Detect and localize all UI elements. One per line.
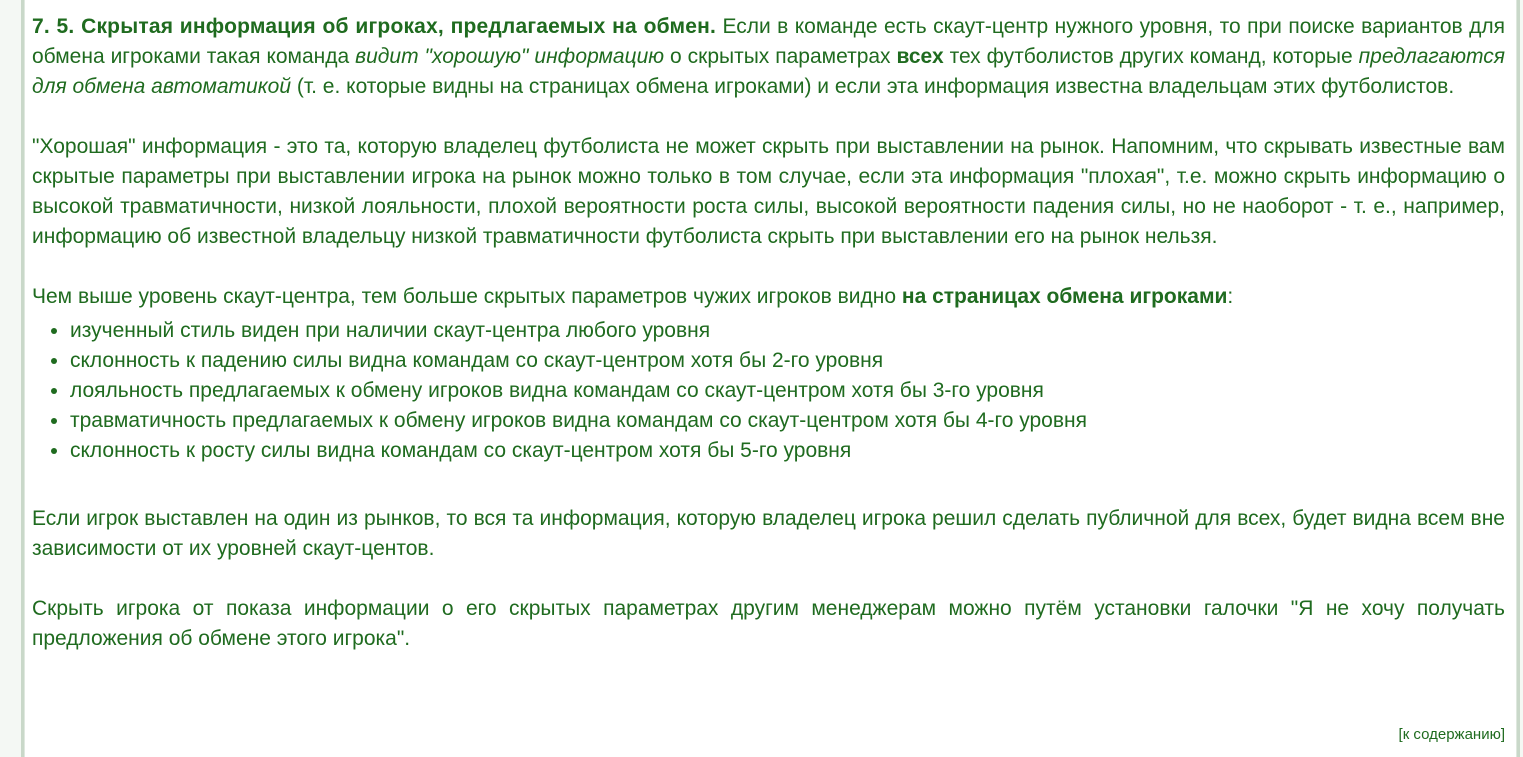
article-section bbox=[32, 12, 1505, 654]
intro-italic-1: видит "хорошую" информацию bbox=[355, 45, 665, 68]
intro-text-b: о скрытых параметрах bbox=[664, 45, 897, 68]
intro-italic-2: предлагаются для обмена автоматикой bbox=[32, 45, 1505, 98]
paragraph-scout-levels bbox=[32, 282, 1505, 312]
paragraph-good-info: "Хорошая" информация - это та, которую владелец футболиста не может скрыть при выставлении на рынок. Напомним, что скрывать известные вам скрытые параметры при выставлении игрока на рынок можно только в том случае, если эта информация "плохая", т.е. можно скрыть информацию о высокой травматичности, низкой лояльности, плохой вероятности роста силы, высокой вероятности падения силы, но не наоборот - т. е., например, информацию об известной владельцу низкой травматичности футболиста скрыть при выставлении его на рынок нельзя. bbox=[32, 135, 1505, 248]
intro-text-d: (т. е. которые видны на страницах обмена игроками) и если эта информация известна владельцам этих футболистов. bbox=[291, 75, 1455, 98]
list-item: • травматичность предлагаемых к обмену игроков видна командам со скаут-центром хотя бы 4-го уровня bbox=[70, 406, 1505, 436]
scout-levels-text: Чем выше уровень скаут-центра, тем больше скрытых параметров чужих игроков видно bbox=[32, 285, 902, 308]
list-item: • склонность к падению силы видна командам со скаут-центром хотя бы 2-го уровня bbox=[70, 346, 1505, 376]
toc-bracket-open: [ bbox=[1398, 726, 1403, 743]
paragraph-intro bbox=[32, 12, 1505, 102]
list-item: • изученный стиль виден при наличии скаут-центра любого уровня bbox=[70, 316, 1505, 346]
scout-levels-list bbox=[32, 316, 1505, 466]
scout-levels-bold: на страницах обмена игроками bbox=[901, 285, 1228, 308]
scout-levels-colon: : bbox=[1227, 285, 1234, 308]
section-heading: 7. 5. Скрытая информация об игроках, предлагаемых на обмен. bbox=[32, 15, 717, 38]
paragraph-hide-player: Скрыть игрока от показа информации о его скрытых параметрах другим менеджерам можно путём установки галочки "Я не хочу получать предложения об обмене этого игрока". bbox=[32, 597, 1505, 650]
paragraph-market-info: Если игрок выставлен на один из рынков, то вся та информация, которую владелец игрока решил сделать публичной для всех, будет видна всем вне зависимости от их уровней скаут-центов. bbox=[32, 507, 1505, 560]
intro-text-a: Если в команде есть скаут-центр нужного уровня, то при поиске вариантов для обмена игроками такая команда bbox=[32, 15, 1505, 68]
intro-bold: всех bbox=[896, 45, 944, 68]
intro-text-c: тех футболистов других команд, которые bbox=[943, 45, 1359, 68]
list-item: • лояльность предлагаемых к обмену игроков видна командам со скаут-центром хотя бы 3-го уровня bbox=[70, 376, 1505, 406]
table-of-contents-link[interactable] bbox=[1399, 726, 1505, 743]
list-item: • склонность к росту силы видна командам со скаут-центром хотя бы 5-го уровня bbox=[70, 436, 1505, 466]
toc-bracket-close: ] bbox=[1500, 726, 1505, 743]
toc-link-label[interactable]: к содержанию bbox=[1402, 726, 1501, 743]
